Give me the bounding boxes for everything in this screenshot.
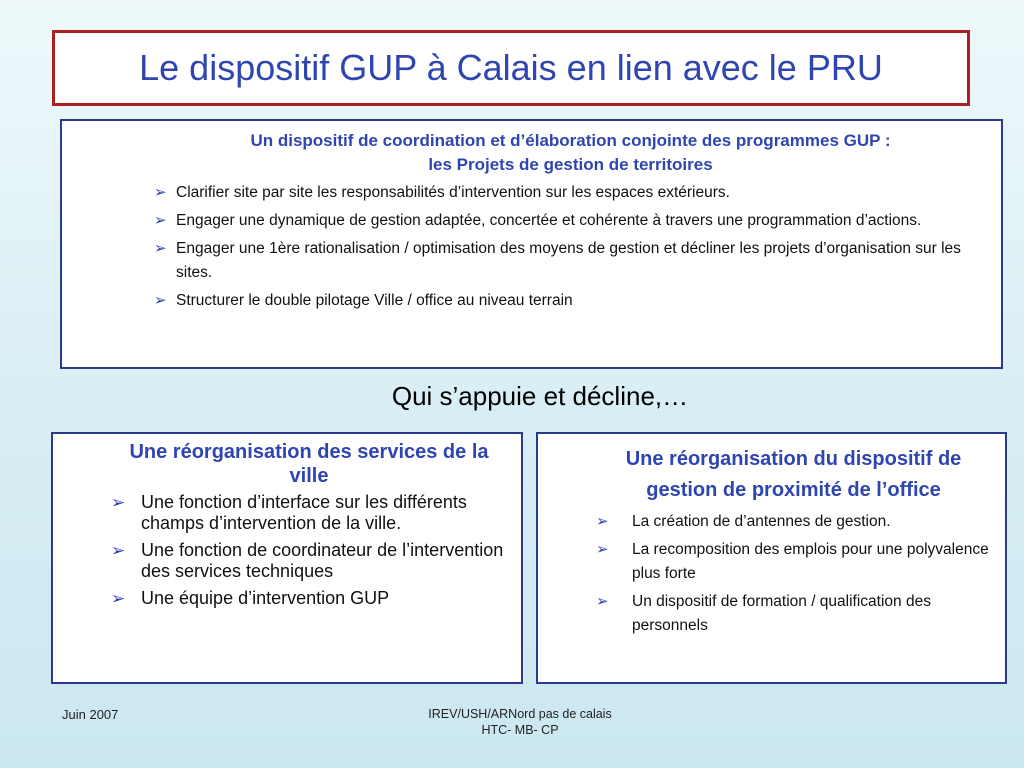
right-box-heading: Une réorganisation du dispositif de gestion de proximité de l’office bbox=[625, 448, 962, 501]
bullet-text: Une fonction de coordinateur de l’intervention des services techniques bbox=[141, 540, 504, 581]
bullet-text: Clarifier site par site les responsabilités d’intervention sur les espaces extérieurs. bbox=[176, 184, 730, 201]
bullet-text: Structurer le double pilotage Ville / office au niveau terrain bbox=[176, 292, 573, 309]
list-item bbox=[111, 540, 507, 582]
footer-credits bbox=[370, 706, 670, 738]
subtitle: Qui s’appuie et décline,… bbox=[391, 381, 689, 411]
list-item bbox=[596, 510, 991, 534]
slide-title: Le dispositif GUP à Calais en lien avec le PRU bbox=[139, 47, 883, 88]
left-box-heading: Une réorganisation des services de la ville bbox=[129, 441, 489, 487]
bullet-text: Une équipe d’intervention GUP bbox=[141, 588, 390, 608]
left-content-box bbox=[51, 432, 523, 684]
main-heading bbox=[154, 129, 987, 177]
right-content-box bbox=[536, 432, 1007, 684]
footer-credits-line2: HTC- MB- CP bbox=[481, 723, 559, 737]
title-box bbox=[52, 30, 970, 106]
main-bullet-list bbox=[154, 181, 987, 313]
list-item bbox=[111, 588, 507, 609]
bullet-text: Un dispositif de formation / qualification des personnels bbox=[632, 593, 931, 634]
arrow-right-icon: ➢ bbox=[154, 240, 167, 257]
footer-date: Juin 2007 bbox=[62, 707, 119, 722]
main-heading-line1: Un dispositif de coordination et d’élaboration conjointe des programmes GUP : bbox=[250, 131, 891, 150]
bullet-text: La création de d’antennes de gestion. bbox=[632, 513, 891, 530]
left-bullet-list bbox=[111, 492, 507, 609]
bullet-text: Une fonction d’interface sur les différents champs d’intervention de la ville. bbox=[141, 492, 467, 533]
right-bullet-list bbox=[596, 510, 991, 638]
arrow-right-icon: ➢ bbox=[596, 513, 609, 530]
arrow-right-icon: ➢ bbox=[596, 593, 609, 610]
main-heading-line2: les Projets de gestion de territoires bbox=[428, 155, 713, 174]
arrow-right-icon: ➢ bbox=[111, 493, 126, 512]
list-item bbox=[154, 289, 987, 313]
arrow-right-icon: ➢ bbox=[111, 541, 126, 560]
list-item bbox=[111, 492, 507, 534]
bullet-text: La recomposition des emplois pour une polyvalence plus forte bbox=[632, 541, 989, 582]
arrow-right-icon: ➢ bbox=[154, 184, 167, 201]
bullet-text: Engager une 1ère rationalisation / optimisation des moyens de gestion et décliner les projets d’organisation sur les sites. bbox=[176, 240, 961, 281]
list-item bbox=[154, 237, 987, 285]
list-item bbox=[596, 538, 991, 586]
arrow-right-icon: ➢ bbox=[154, 212, 167, 229]
arrow-right-icon: ➢ bbox=[596, 541, 609, 558]
list-item bbox=[596, 590, 991, 638]
footer-credits-line1: IREV/USH/ARNord pas de calais bbox=[428, 707, 612, 721]
main-content-box bbox=[60, 119, 1003, 369]
arrow-right-icon: ➢ bbox=[111, 589, 126, 608]
bullet-text: Engager une dynamique de gestion adaptée, concertée et cohérente à travers une programmation d’actions. bbox=[176, 212, 922, 229]
list-item bbox=[154, 209, 987, 233]
list-item bbox=[154, 181, 987, 205]
arrow-right-icon: ➢ bbox=[154, 292, 167, 309]
